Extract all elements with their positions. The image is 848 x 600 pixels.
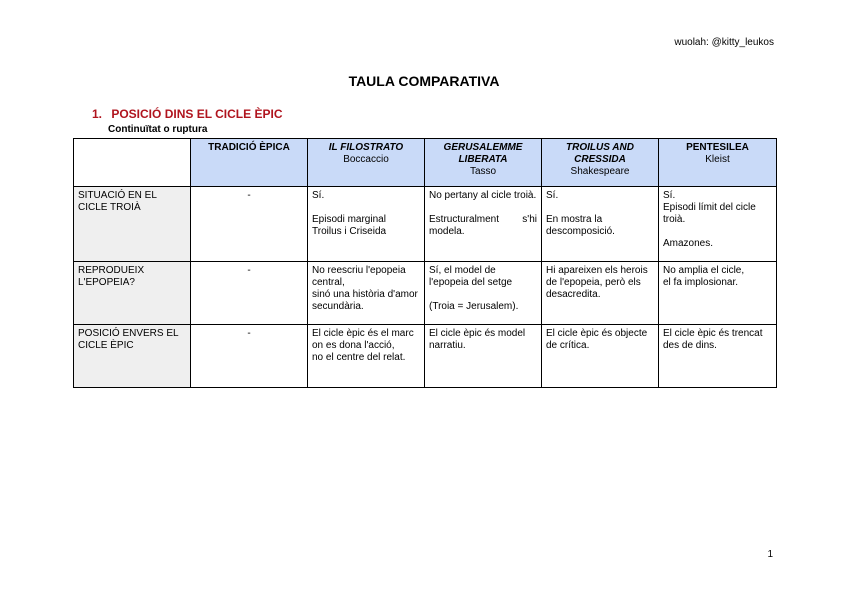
cell-line: -	[247, 265, 251, 276]
cell-line: -	[247, 328, 251, 339]
table-cell	[542, 325, 659, 388]
watermark: wuolah: @kitty_leukos	[674, 37, 774, 48]
table-cell	[425, 325, 542, 388]
cell-line: Troilus i Criseida	[312, 226, 387, 237]
header-author: Kleist	[705, 154, 730, 165]
cell-line: No pertany al cicle troià.	[429, 190, 537, 201]
row-label: SITUACIÓ EN EL CICLE TROIÀ	[74, 187, 191, 262]
table-cell	[425, 187, 542, 262]
cell-line: el fa implosionar.	[663, 277, 739, 288]
row-label: POSICIÓ ENVERS EL CICLE ÈPIC	[74, 325, 191, 388]
header-author: Boccaccio	[343, 154, 389, 165]
cell-line: El cicle èpic és objecte de crítica.	[546, 328, 648, 351]
table-cell	[308, 187, 425, 262]
cell-line: No reescriu l'epopeia central,	[312, 265, 406, 288]
table-cell	[308, 262, 425, 325]
table-cell	[659, 325, 777, 388]
cell-line: Episodi límit del cicle troià.	[663, 202, 756, 225]
header-pentesilea	[659, 139, 777, 187]
cell-line: no el centre del relat.	[312, 352, 406, 363]
table-cell	[191, 187, 308, 262]
header-title: IL FILOSTRATO	[328, 142, 404, 153]
cell-line: No amplia el cicle,	[663, 265, 745, 276]
cell-line: Sí.	[312, 190, 325, 201]
section-heading	[92, 107, 282, 121]
table-row	[74, 325, 777, 388]
cell-line: (Troia = Jerusalem).	[429, 301, 519, 312]
table-row	[74, 187, 777, 262]
table-cell	[542, 187, 659, 262]
cell-line	[429, 202, 537, 214]
table-header-row	[74, 139, 777, 187]
cell-line: El cicle èpic és el marc on es dona l'acció,	[312, 328, 414, 351]
cell-line: Sí.	[663, 190, 676, 201]
comparison-table	[73, 138, 777, 388]
cell-line: Sí.	[546, 190, 559, 201]
table-cell	[308, 325, 425, 388]
header-troilus-and-cressida	[542, 139, 659, 187]
cell-line: -	[247, 190, 251, 201]
header-author: Shakespeare	[570, 166, 630, 177]
table-cell	[425, 262, 542, 325]
cell-line: El cicle èpic és trencat des de dins.	[663, 328, 763, 351]
cell-line: Episodi marginal	[312, 214, 386, 225]
table-row	[74, 262, 777, 325]
header-corner-cell	[74, 139, 191, 187]
header-il-filostrato	[308, 139, 425, 187]
cell-line: El cicle èpic és model narratiu.	[429, 328, 526, 351]
header-title: TROILUS AND CRESSIDA	[566, 142, 634, 165]
cell-line	[546, 202, 654, 214]
cell-line: Amazones.	[663, 238, 714, 249]
cell-line	[312, 202, 420, 214]
cell-line	[663, 226, 772, 238]
cell-line	[429, 289, 537, 301]
cell-line: Hi apareixen els herois de l'epopeia, però els desacredita.	[546, 265, 648, 300]
table-cell	[542, 262, 659, 325]
table-cell	[191, 262, 308, 325]
cell-line: Sí, el model de l'epopeia del setge	[429, 265, 513, 288]
header-author: Tasso	[469, 166, 497, 177]
row-label: REPRODUEIX L'EPOPEIA?	[74, 262, 191, 325]
header-title: PENTESILEA	[686, 142, 749, 153]
subheading: Continuïtat o ruptura	[108, 124, 208, 135]
header-title: TRADICIÓ ÈPICA	[208, 142, 290, 153]
header-gerusalemme-liberata	[425, 139, 542, 187]
section-number: 1.	[92, 107, 103, 121]
page-title: TAULA COMPARATIVA	[348, 73, 500, 89]
cell-line: sinó una història d'amor secundària.	[312, 289, 418, 312]
header-title: GERUSALEMME LIBERATA	[443, 142, 523, 165]
table-cell	[191, 325, 308, 388]
table-cell	[659, 187, 777, 262]
cell-line: En mostra la descomposició.	[546, 214, 615, 237]
table-cell	[659, 262, 777, 325]
header-tradicio-epica	[191, 139, 308, 187]
page-number: 1	[767, 549, 773, 560]
cell-line: Estructuralment s'hi modela.	[429, 214, 537, 237]
section-title: POSICIÓ DINS EL CICLE ÈPIC	[111, 107, 283, 121]
